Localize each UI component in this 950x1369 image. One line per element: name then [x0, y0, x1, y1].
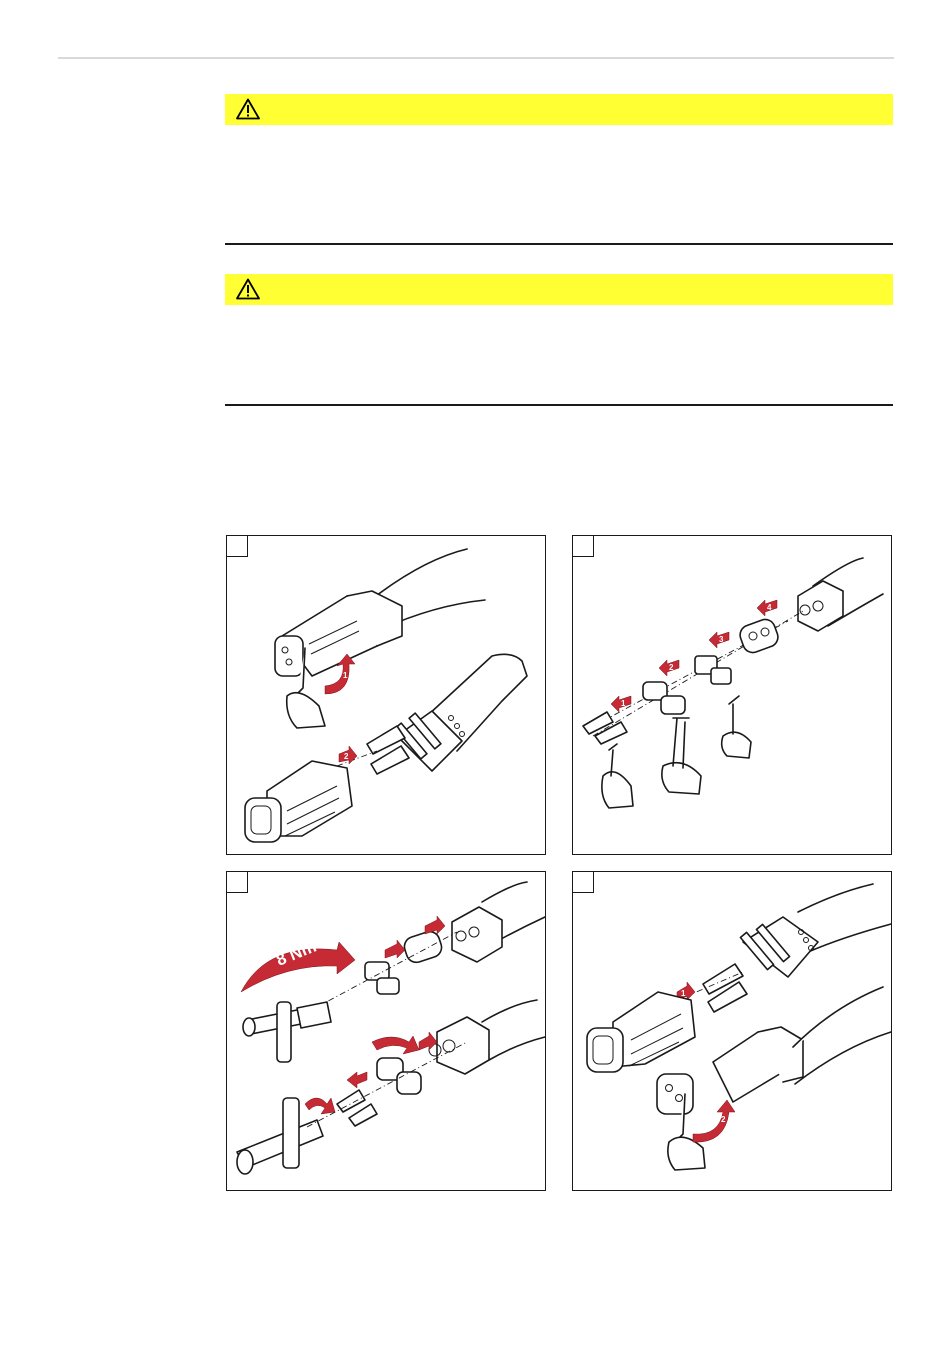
warning-2-end-rule	[225, 404, 893, 406]
figure-step-3	[226, 871, 546, 1191]
warning-triangle-icon	[236, 98, 260, 120]
warning-triangle-icon	[236, 278, 260, 300]
figure-step-4	[572, 871, 892, 1191]
arrow-label-1: 1	[621, 699, 626, 708]
arrow-label-1: 1	[343, 671, 348, 680]
arrow-label-4: 4	[767, 603, 772, 612]
caution-banner-1	[225, 94, 893, 125]
warning-1-end-rule	[225, 243, 893, 245]
caution-banner-2	[225, 274, 893, 305]
figure-step-1	[226, 535, 546, 855]
arrow-label-3: 3	[719, 635, 724, 644]
torch-nozzle-mounting-illustration	[573, 872, 893, 1192]
header-rule	[58, 57, 894, 59]
arrow-label-2: 2	[669, 663, 674, 672]
arrow-label-2: 2	[721, 1115, 726, 1124]
torch-components-illustration	[573, 536, 893, 856]
torch-disassembly-illustration	[227, 536, 547, 856]
arrow-label-2: 2	[344, 752, 349, 761]
torch-reassembly-illustration	[227, 872, 547, 1192]
torque-label: 8 Nm	[273, 936, 320, 970]
figure-step-2	[572, 535, 892, 855]
arrow-label-1: 1	[681, 989, 686, 998]
